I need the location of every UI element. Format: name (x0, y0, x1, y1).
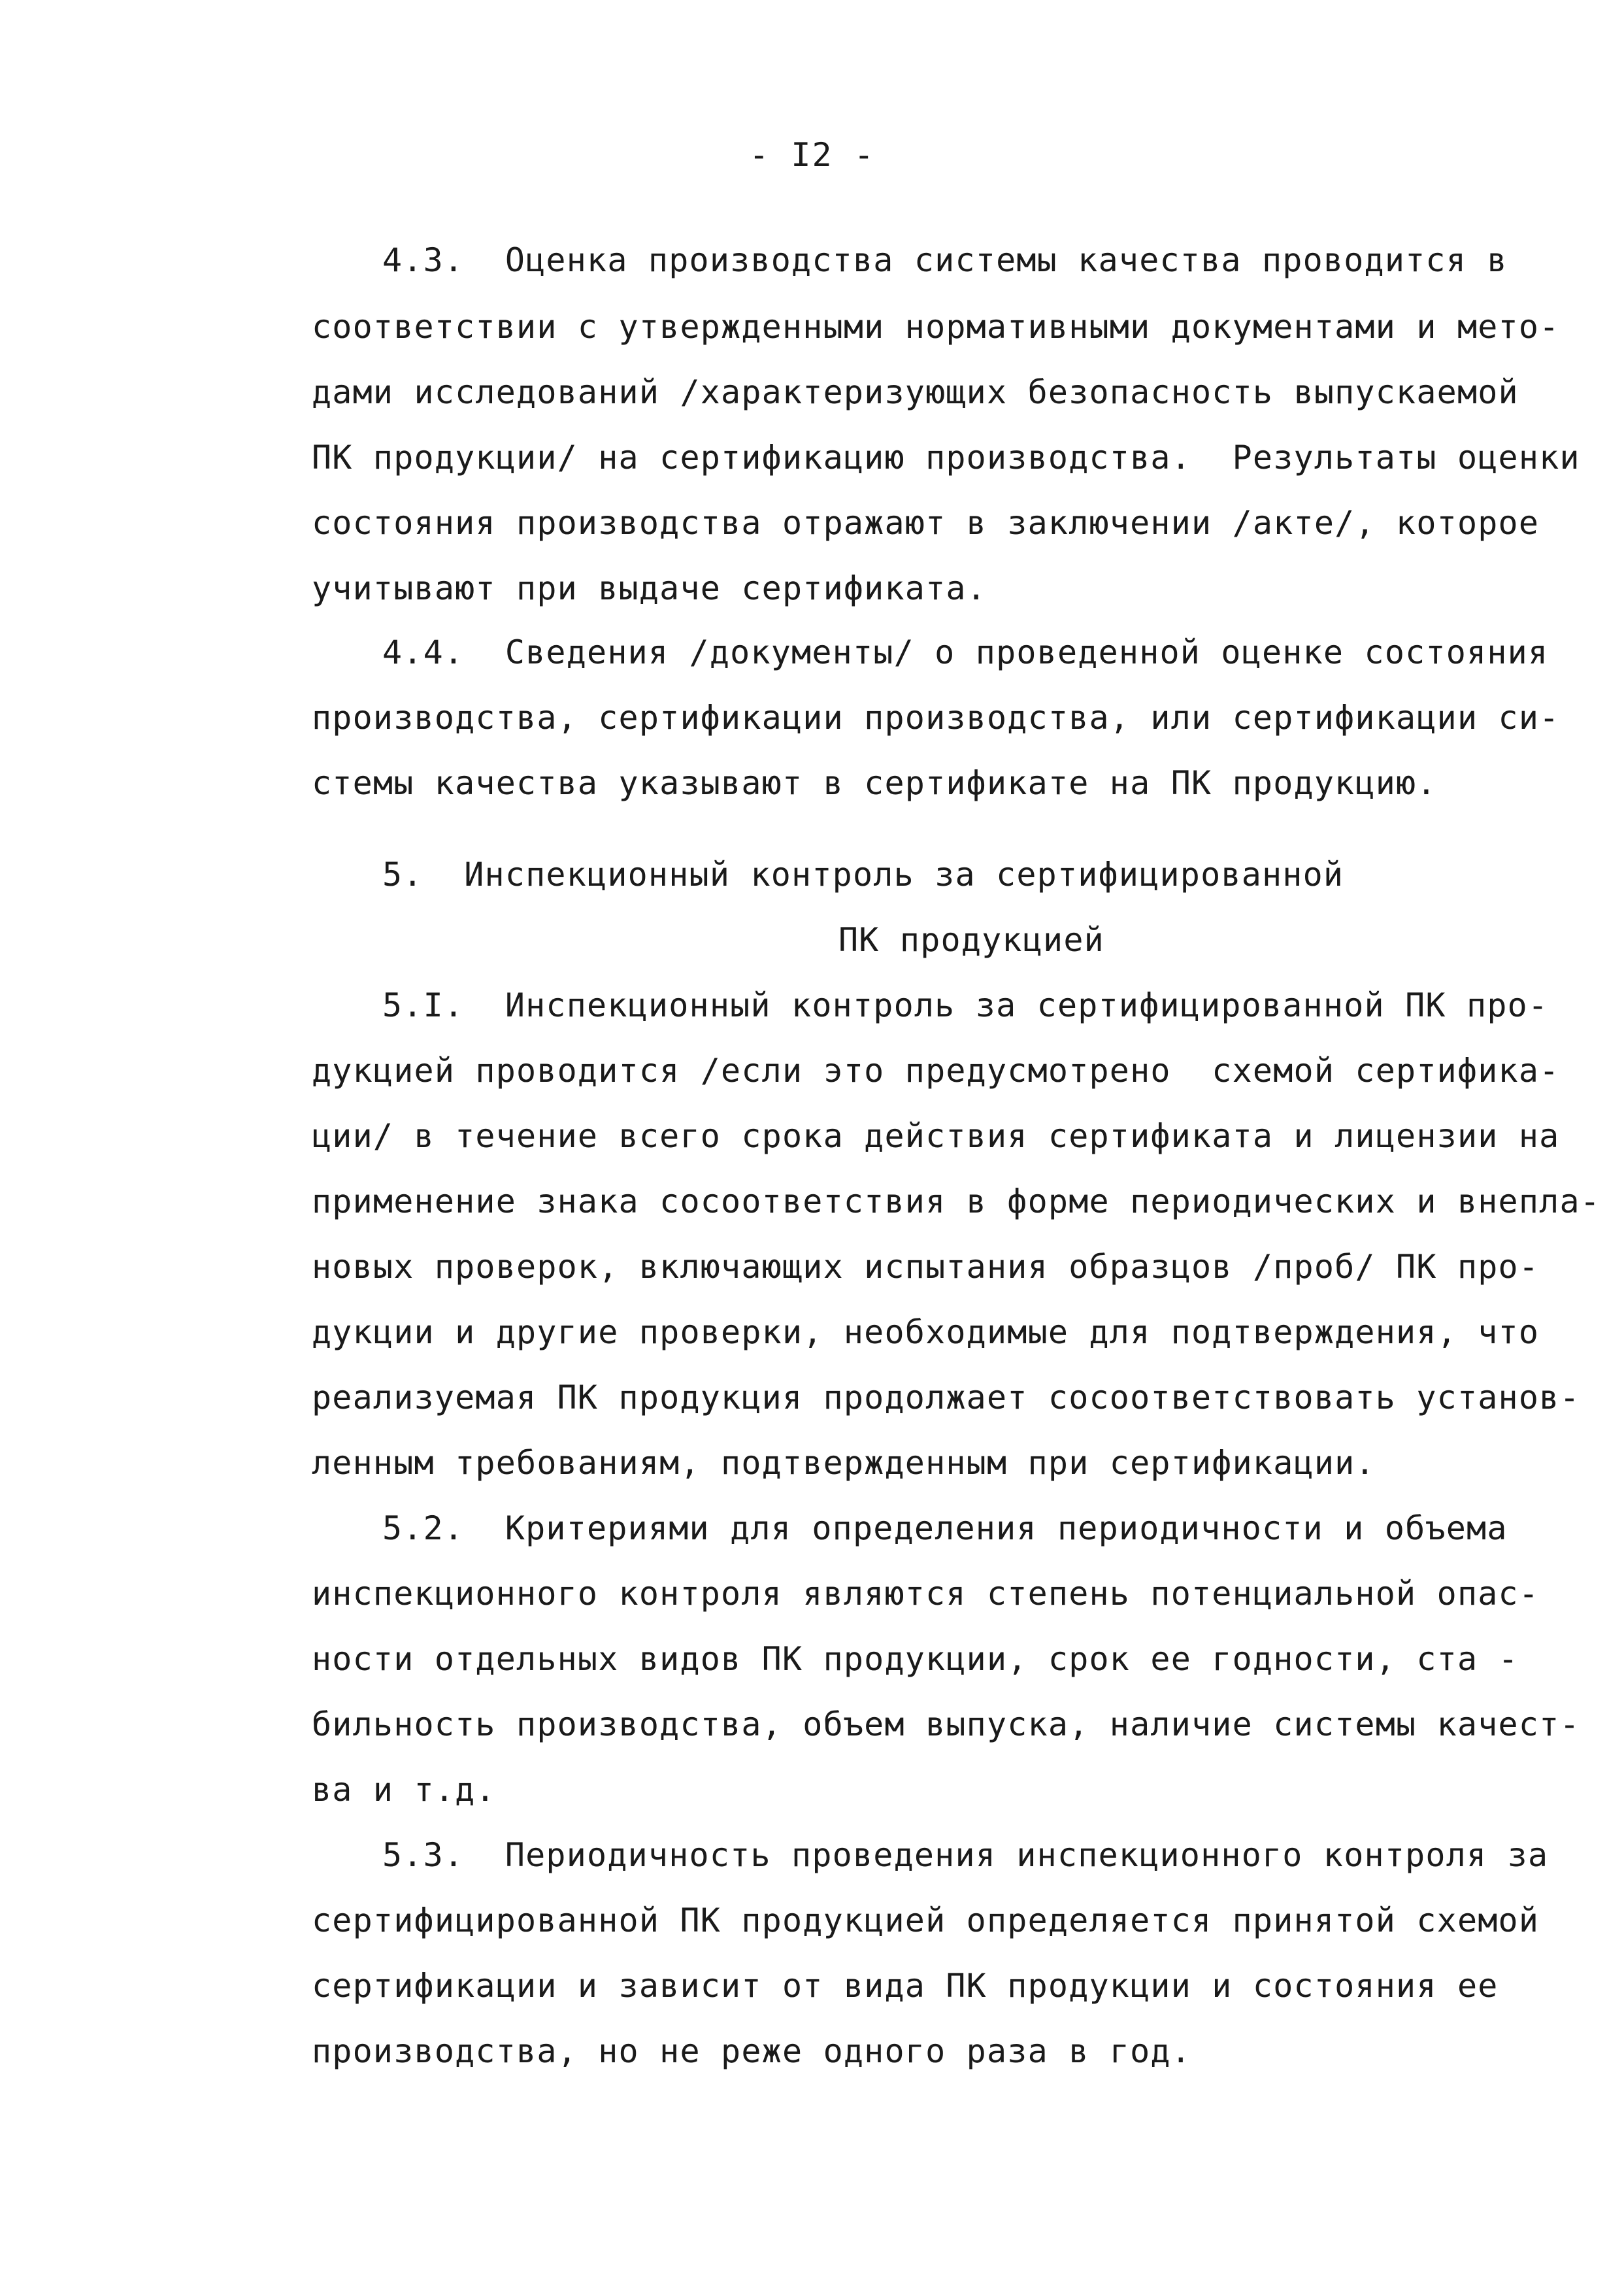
paragraph-line: соответствии с утвержденными нормативными документами и мето- (312, 308, 1560, 346)
paragraph-line: учитывают при выдаче сертификата. (312, 569, 987, 607)
paragraph-line: 4.3. Оценка производства системы качества проводится в (382, 241, 1508, 279)
paragraph-line: 5.2. Критериями для определения периодичности и объема (382, 1509, 1508, 1547)
paragraph-line: ва и т.д. (312, 1771, 496, 1809)
page-number: - I2 - (749, 136, 875, 174)
paragraph-line: дукцией проводится /если это предусмотрено схемой сертифика- (312, 1052, 1560, 1090)
section-heading: ПК продукцией (838, 921, 1104, 959)
paragraph-line: ленным требованиям, подтвержденным при сертификации. (312, 1444, 1376, 1482)
paragraph-line: 4.4. Сведения /документы/ о проведенной оценке состояния (382, 633, 1549, 671)
paragraph-line: 5.3. Периодичность проведения инспекционного контроля за (382, 1836, 1549, 1874)
paragraph-line: дами исследований /характеризующих безопасность выпускаемой (312, 373, 1519, 411)
paragraph-line: инспекционного контроля являются степень потенциальной опас- (312, 1575, 1540, 1613)
paragraph-line: новых проверок, включающих испытания образцов /проб/ ПК про- (312, 1248, 1540, 1286)
paragraph-line: производства, но не реже одного раза в год. (312, 2032, 1192, 2070)
paragraph-line: применение знака сосоответствия в форме периодических и внепла- (312, 1182, 1601, 1220)
paragraph-line: сертификации и зависит от вида ПК продукции и состояния ее (312, 1967, 1499, 2005)
paragraph-line: 5.I. Инспекционный контроль за сертифицированной ПК про- (382, 986, 1549, 1024)
paragraph-line: ности отдельных видов ПК продукции, срок ее годности, ста - (312, 1640, 1519, 1678)
paragraph-line: реализуемая ПК продукция продолжает сосоответствовать установ- (312, 1379, 1580, 1416)
paragraph-line: дукции и другие проверки, необходимые для подтверждения, что (312, 1313, 1540, 1351)
paragraph-line: стемы качества указывают в сертификате на ПК продукцию. (312, 764, 1437, 802)
paragraph-line: бильность производства, объем выпуска, наличие системы качест- (312, 1705, 1580, 1743)
paragraph-line: состояния производства отражают в заключении /акте/, которое (312, 504, 1540, 542)
paragraph-line: сертифицированной ПК продукцией определяется принятой схемой (312, 1901, 1540, 1939)
section-heading: 5. Инспекционный контроль за сертифицированной (382, 856, 1344, 894)
paragraph-line: ПК продукции/ на сертификацию производства. Результаты оценки (312, 439, 1580, 477)
paragraph-line: производства, сертификации производства, или сертификации си- (312, 699, 1560, 737)
paragraph-line: ции/ в течение всего срока действия сертификата и лицензии на (312, 1117, 1560, 1155)
